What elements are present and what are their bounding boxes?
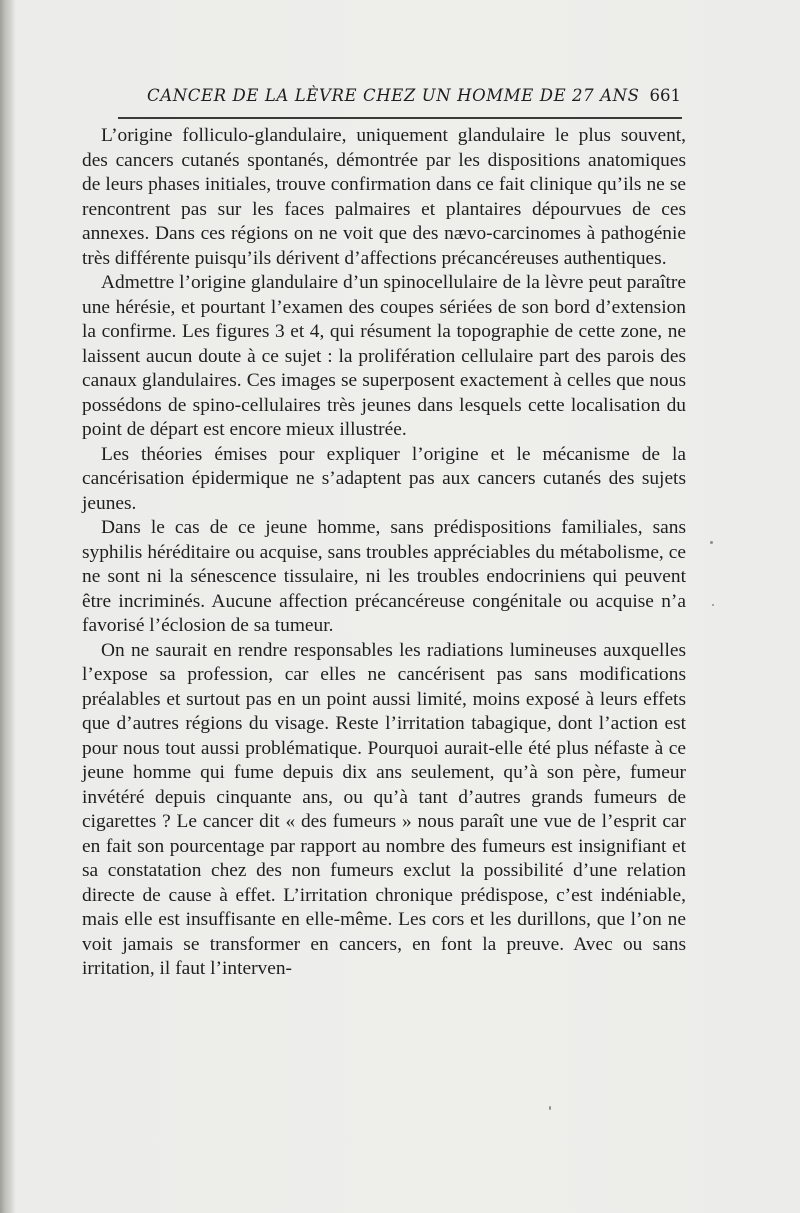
paragraph-radiation-tobacco: On ne saurait en rendre responsables les radiations lumineuses auxquelles l’expose sa profession, car elles ne cancérisent pas sans modifications préalables et surtout pas en un point aussi limité, moins exposé à leurs effets que d’autres régions du visage. Reste l’irritation tabagique, dont l’action est pour nous tout aussi problématique. Pourquoi aurait-elle été plus néfaste à ce jeune homme qui fume depuis dix ans seulement, qu’à son père, fumeur invétéré depuis cinquante ans, ou qu’à tant d’autres grands fumeurs de cigarettes ? Le cancer dit « des fumeurs » nous paraît une vue de l’esprit car en fait son pourcentage par rapport au nombre des fumeurs est insignifiant et sa constatation chez des non fumeurs exclut la possibilité d’une relation directe de cause à effet. L’irritation chronique prédispose, c’est indéniable, mais elle est insuffisante en elle-même. Les cors et les durillons, que l’on ne voit jamais se transformer en cancers, en font la preuve. Avec ou sans irritation, il faut l’interven- <box>82 639 686 979</box>
paragraph-lip-spinocellular: Admettre l’origine glandulaire d’un spinocellulaire de la lèvre peut paraître une hérésie, et pourtant l’examen des coupes sériées de son bord d’extension la confirme. Les figures 3 et 4, qui résument la topographie de cette zone, ne laissent aucun doute à ce sujet : la prolifération cellulaire part des parois des canaux glandulaires. Ces images se superposent exactement à celles que nous possédons de spino-cellulaires très jeunes dans lesquels cette localisation du point de départ est encore mieux illustrée. <box>82 272 686 440</box>
page-header <box>147 86 681 110</box>
paragraph-theories: Les théories émises pour expliquer l’origine et le mécanisme de la cancérisation épidermique ne s’adaptent pas aux cancers cutanés des sujets jeunes. <box>82 443 686 514</box>
header-rule <box>118 117 682 119</box>
page-number: 661 <box>649 86 681 105</box>
paper-speck <box>549 1106 551 1110</box>
paragraph-glandular-origin: L’origine folliculo-glandulaire, uniquement glandulaire le plus souvent, des cancers cutanés spontanés, démontrée par les dispositions anatomiques de leurs phases initiales, trouve confirmation dans ce fait clinique qu’ils ne se rencontrent pas sur les faces palmaires et plantaires dépourvues de ces annexes. Dans ces régions on ne voit que des nævo-carcinomes à pathogénie très différente puisqu’ils dérivent d’affections précancéreuses authentiques. <box>82 125 686 269</box>
paper-speck <box>710 541 713 544</box>
binding-shadow <box>0 0 16 1213</box>
paragraph-young-man-case: Dans le cas de ce jeune homme, sans prédispositions familiales, sans syphilis héréditaire ou acquise, sans troubles appréciables du métabolisme, ce ne sont ni la sénescence tissulaire, ni les troubles endocriniens qui peuvent être incriminés. Aucune affection précancéreuse congénitale ou acquise n’a favorisé l’éclosion de sa tumeur. <box>82 517 686 636</box>
body-text <box>82 124 686 982</box>
running-title: CANCER DE LA LÈVRE CHEZ UN HOMME DE 27 ANS <box>147 86 640 105</box>
paper-speck <box>712 604 714 606</box>
